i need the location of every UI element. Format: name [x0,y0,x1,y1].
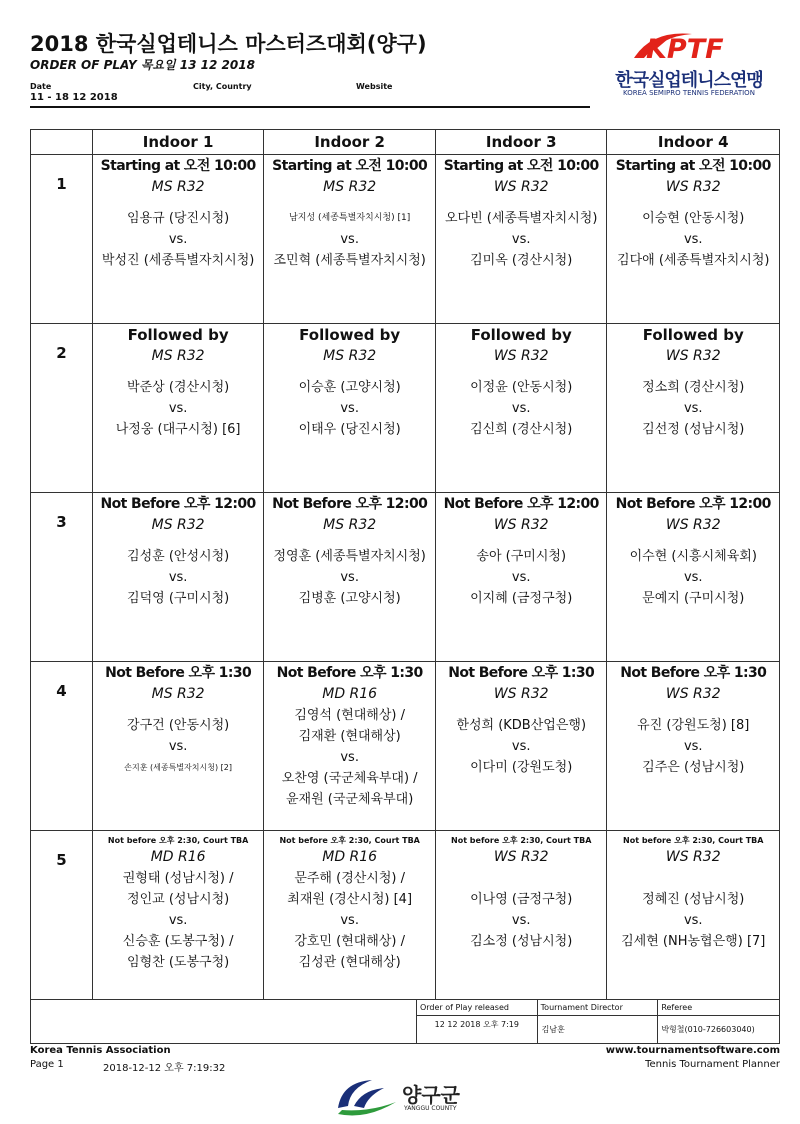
release-info-row [31,1000,779,1043]
header-divider [30,106,590,108]
match-cell [264,324,436,492]
match-event: WS R32 [493,686,549,702]
player: 강호민 (현대해상) / [294,934,406,949]
player: 문예지 (구미시청) [642,591,745,606]
court-header: Indoor 4 [657,133,729,151]
match-cell [436,662,608,830]
player: 김신희 (경산시청) [470,422,573,437]
vs-label: vs. [340,232,359,247]
vs-label: vs. [511,570,531,585]
kptf-logo [598,28,780,100]
match-cell [607,324,779,492]
schedule-row [31,831,779,1000]
director-value: 김남훈 [541,1025,565,1034]
player: 손지훈 (세종특별자치시청) [2] [124,763,232,772]
referee-value: 박형철(010-726603040) [661,1025,755,1034]
player: 문주해 (경산시청) / [294,871,406,886]
match-cell [607,155,779,323]
match-time: Followed by [127,326,229,344]
kptf-name-ko: 한국실업테니스연맹 [615,70,763,91]
row-number: 4 [31,662,93,830]
vs-label: vs. [340,913,359,928]
match-time: Starting at 오전 10:00 [615,158,771,174]
director-label: Tournament Director [538,1000,658,1016]
vs-label: vs. [683,570,703,585]
match-time: Not Before 오후 1:30 [620,665,767,681]
released-label: Order of Play released [417,1000,537,1016]
vs-label: vs. [683,401,703,416]
match-event: WS R32 [665,517,721,533]
match-event: WS R32 [493,849,549,865]
software-website: www.tournamentsoftware.com [605,1045,780,1056]
player: 오찬영 (국군체육부대) / [281,771,418,786]
player: 이태우 (당진시청) [298,422,401,437]
player: 김소정 (성남시청) [470,934,573,949]
player: 이정윤 (안동시청) [470,380,573,395]
match-cell [607,662,779,830]
match-time: Not before 오후 2:30, Court TBA [279,836,420,845]
release-info-spacer [31,1000,416,1043]
player: 나정웅 (대구시청) [6] [115,422,241,437]
player: 이수현 (시흥시체육회) [629,549,757,564]
order-of-play-table [30,129,780,1044]
vs-label: vs. [511,739,531,754]
director-cell [537,1000,658,1043]
match-event: WS R32 [665,348,721,364]
row-number: 1 [31,155,93,323]
row-number-header [31,130,93,154]
match-cell [436,831,608,999]
court-header: Indoor 1 [93,130,265,154]
match-event: MS R32 [151,348,205,364]
match-cell [607,831,779,999]
player: 임형찬 (도봉구청) [127,955,230,970]
player: 정인교 (성남시청) [127,892,230,907]
player: 김성관 (현대해상) [298,955,401,970]
vs-label: vs. [168,913,188,928]
vs-label: vs. [340,401,359,416]
release-info-cell [416,1000,537,1043]
vs-label: vs. [683,739,703,754]
player: 김영석 (현대해상) / [294,708,406,723]
player: 한성희 (KDB산업은행) [456,718,587,733]
player: 김미옥 (경산시청) [470,253,573,268]
player: 김주은 (성남시청) [642,760,745,775]
match-event: WS R32 [493,517,549,533]
match-time: Not Before 오후 1:30 [105,665,252,681]
row-number: 3 [31,493,93,661]
vs-label: vs. [168,570,188,585]
match-cell [264,493,436,661]
match-cell [93,493,265,661]
match-event: MS R32 [323,179,377,195]
player: 김선정 (성남시청) [642,422,745,437]
player: 이승훈 (고양시청) [298,380,401,395]
match-cell [93,155,265,323]
player: 정소희 (경산시청) [642,380,745,395]
match-event: WS R32 [665,179,721,195]
vs-label: vs. [511,401,531,416]
order-of-play-subtitle: ORDER OF PLAY 목요일 13 12 2018 [30,58,255,72]
match-time: Not Before 오후 12:00 [100,496,256,512]
referee-label: Referee [658,1000,779,1016]
schedule-row [31,155,779,324]
match-time: Not Before 오후 12:00 [272,496,428,512]
match-time: Not Before 오후 12:00 [443,496,599,512]
match-time: Followed by [642,326,744,344]
player: 이지혜 (금정구청) [470,591,573,606]
court-header: Indoor 3 [436,130,608,154]
row-number: 2 [31,324,93,492]
vs-label: vs. [340,750,359,765]
match-cell [436,155,608,323]
player: 김재환 (현대해상) [298,729,401,744]
match-event: MS R32 [151,517,205,533]
player: 정혜진 (성남시청) [642,892,745,907]
referee-cell [657,1000,779,1043]
date-label: Date [30,82,52,91]
court-header: Indoor 2 [264,130,436,154]
schedule-row [31,324,779,493]
association-name: Korea Tennis Association [30,1045,171,1056]
match-cell [264,662,436,830]
match-time: Not before 오후 2:30, Court TBA [107,836,249,845]
player: 윤재원 (국군체육부대) [286,792,414,807]
match-cell [93,831,265,999]
schedule-row [31,493,779,662]
vs-label: vs. [511,232,531,247]
printed-timestamp: 2018-12-12 오후 7:19:32 [103,1063,226,1074]
match-cell [93,662,265,830]
yanggu-county-logo [332,1076,492,1120]
player: 유진 (강원도청) [8] [637,718,750,733]
match-event: WS R32 [493,179,549,195]
player: 김병훈 (고양시청) [298,591,401,606]
page-number: Page 1 [30,1059,64,1070]
yanggu-name-en: YANGGU COUNTY [404,1105,457,1112]
player: 최재원 (경산시청) [4] [287,892,413,907]
match-event: WS R32 [665,849,721,865]
kptf-logo-text: KPTF [646,34,724,64]
yanggu-name-ko: 양구군 [402,1083,460,1107]
match-cell [93,324,265,492]
match-event: MS R32 [323,348,377,364]
kptf-logo-icon [632,28,750,64]
yanggu-emblem-icon [332,1076,398,1120]
player: 송아 (구미시청) [476,549,567,564]
player: 김다애 (세종특별자치시청) [617,253,770,268]
vs-label: vs. [683,232,703,247]
vs-label: vs. [511,913,531,928]
released-value: 12 12 2018 오후 7:19 [434,1020,519,1029]
match-event: MS R32 [151,179,205,195]
kptf-name-en: KOREA SEMIPRO TENNIS FEDERATION [623,89,755,97]
vs-label: vs. [683,913,703,928]
match-cell [607,493,779,661]
player: 박준상 (경산시청) [127,380,230,395]
match-event: MS R32 [323,517,377,533]
schedule-row [31,662,779,831]
player: 이다미 (강원도청) [470,760,573,775]
match-time: Not Before 오후 1:30 [448,665,595,681]
match-event: WS R32 [665,686,721,702]
court-header-row [31,130,779,155]
match-time: Not Before 오후 12:00 [615,496,771,512]
match-time: Not Before 오후 1:30 [276,665,423,681]
player: 김세현 (NH농협은행) [7] [621,934,766,949]
vs-label: vs. [340,570,359,585]
vs-label: vs. [168,232,188,247]
player: 김덕영 (구미시청) [127,591,230,606]
match-cell [436,324,608,492]
player: 김성훈 (안성시청) [127,549,230,564]
player: 정영훈 (세종특별자치시청) [273,549,426,564]
match-event: MD R16 [322,686,378,702]
player: 임용규 (당진시청) [127,211,230,226]
player: 오다빈 (세종특별자치시청) [445,211,598,226]
player: 조민혁 (세종특별자치시청) [273,253,426,268]
website-label: Website [356,82,393,91]
match-time: Starting at 오전 10:00 [272,158,428,174]
match-time: Not before 오후 2:30, Court TBA [451,836,592,845]
match-time: Followed by [299,326,401,344]
player: 박성진 (세종특별자치시청) [101,253,255,268]
vs-label: vs. [168,401,188,416]
software-name: Tennis Tournament Planner [645,1059,780,1070]
player: 이나영 (금정구청) [470,892,573,907]
city-label: City, Country [193,82,252,91]
match-cell [264,155,436,323]
player: 권형태 (성남시청) / [122,871,234,886]
document-title: 2018 한국실업테니스 마스터즈대회(양구) [30,32,427,56]
match-event: MS R32 [151,686,205,702]
match-time: Not before 오후 2:30, Court TBA [623,836,764,845]
player: 신승훈 (도봉구청) / [122,934,234,949]
match-event: MD R16 [150,849,206,865]
player: 남지성 (세종특별자치시청) [1] [289,213,411,223]
match-cell [436,493,608,661]
match-time: Followed by [470,326,572,344]
match-event: MD R16 [322,849,378,865]
match-event: WS R32 [493,348,549,364]
match-time: Starting at 오전 10:00 [443,158,599,174]
player: 강구건 (안동시청) [127,718,230,733]
row-number: 5 [31,831,93,999]
vs-label: vs. [168,739,188,754]
match-cell [264,831,436,999]
player: 이승현 (안동시청) [642,211,745,226]
date-value: 11 - 18 12 2018 [30,92,118,103]
match-time: Starting at 오전 10:00 [100,158,256,174]
